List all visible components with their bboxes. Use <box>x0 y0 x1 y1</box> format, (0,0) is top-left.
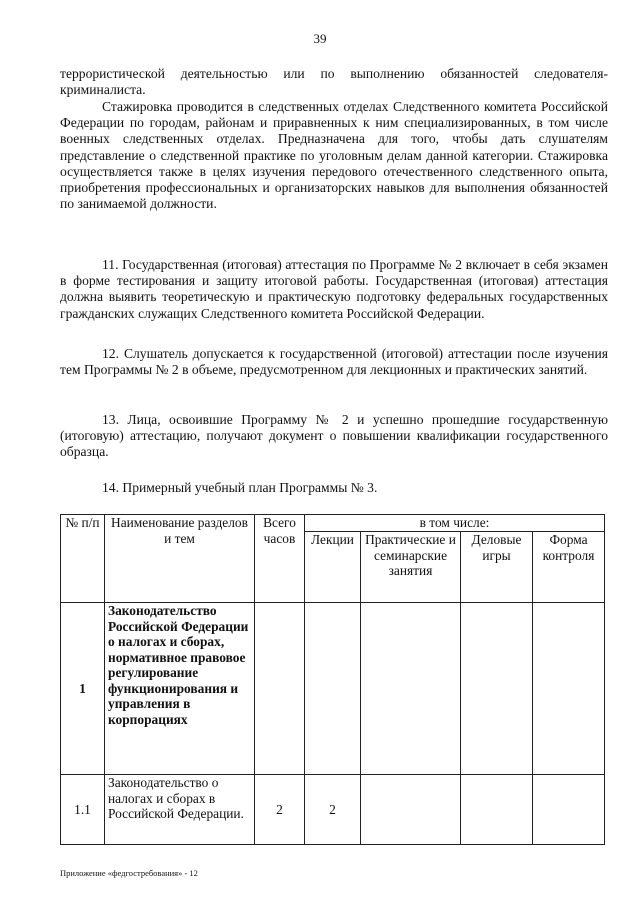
row-name: Законодательство Российской Федерации о налогах и сборах, нормативное правовое регулирование функционирования и управления в корпорациях <box>105 603 255 775</box>
row-name: Законодательство о налогах и сборах в Российской Федерации. <box>105 775 255 845</box>
header-games: Деловые игры <box>461 532 533 603</box>
paragraph-11: 11. Государственная (итоговая) аттестация по Программе № 2 включает в себя экзамен в форме тестирования и защиту итоговой работы. Государственная (итоговая) аттестация должна выявить теоретическую и практическую подготовку федеральных государственных гражданских служащих Следственного комитета Российской Федерации. <box>60 257 608 321</box>
paragraph-internship: Стажировка проводится в следственных отделах Следственного комитета Российской Федерации по городам, районам и приравненных к ним специализированных, в том числе военных следственных отделах. Предназначена для того, чтобы дать слушателям представление о следственной практике по уголовным делам данной категории. Стажировка осуществляется также в целях изучения передового отечественного следственного опыта, приобретения профессиональных и организаторских навыков для выполнения обязанностей по занимаемой должности. <box>60 99 608 212</box>
row-practical <box>361 603 461 775</box>
paragraph-12: 12. Слушатель допускается к государственной (итоговой) аттестации после изучения тем Программы № 2 в объеме, предусмотренном для лекционных и практических занятий. <box>60 346 608 378</box>
row-lectures: 2 <box>305 775 361 845</box>
paragraph-14: 14. Примерный учебный план Программы № 3. <box>102 480 378 495</box>
row-games <box>461 603 533 775</box>
row-control <box>533 603 605 775</box>
row-num: 1 <box>61 603 105 775</box>
row-control <box>533 775 605 845</box>
header-lectures: Лекции <box>305 532 361 603</box>
header-total: Всего часов <box>255 515 305 603</box>
table-row <box>61 603 605 775</box>
row-num: 1.1 <box>61 775 105 845</box>
table-header-row <box>61 515 605 532</box>
row-total <box>255 603 305 775</box>
paragraph-continuation: террористической деятельностью или по выполнению обязанностей следователя-криминалиста. <box>60 66 608 98</box>
header-including: в том числе: <box>305 515 605 532</box>
row-practical <box>361 775 461 845</box>
curriculum-table <box>60 514 605 845</box>
table-row <box>61 775 605 845</box>
footer-note: Приложение «федгостребования» - 12 <box>60 868 198 878</box>
paragraph-13: 13. Лица, освоившие Программу № 2 и успешно прошедшие государственную (итоговую) аттестацию, получают документ о повышении квалификации государственного образца. <box>60 412 608 460</box>
header-num: № п/п <box>61 515 105 603</box>
row-lectures <box>305 603 361 775</box>
page-number: 39 <box>313 31 327 46</box>
header-practical: Практические и семинарские занятия <box>361 532 461 603</box>
row-total: 2 <box>255 775 305 845</box>
header-control: Форма контроля <box>533 532 605 603</box>
header-name: Наименование разделов и тем <box>105 515 255 603</box>
row-games <box>461 775 533 845</box>
